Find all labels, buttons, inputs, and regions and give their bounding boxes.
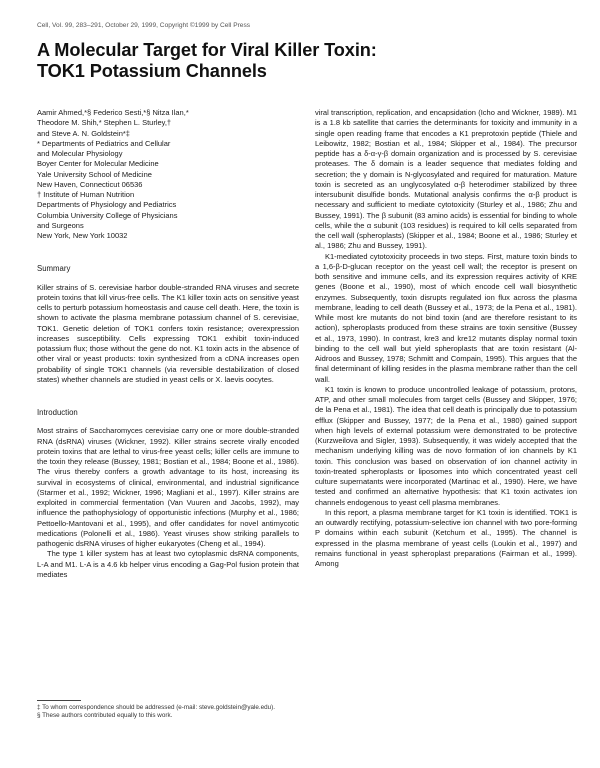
body-paragraph-4: In this report, a plasma membrane target for K1 toxin is identified. TOK1 is an outwardly rectifying, potassium-selective ion channel with two pore-forming P domains within each subunit (Ketchum et al., 1995). The channel is expressed in the plasma membrane of yeast cells (Loukin et al., 1997) and remains functional in yeast spheroplast preparations (Fairman et al., 1999). Among [315,507,577,568]
body-paragraph-2: K1-mediated cytotoxicity proceeds in two steps. First, mature toxin binds to a 1,6-β-D-glucan receptor on the yeast cell wall; the receptor is present on both sensitive and immune cells, and its expression requires activity of KRE genes (Boone et al., 1990), most of which encode cell wall biosynthetic enzymes. Subsequently, toxin disrupts regulated ion flux across the plasma membrane, leading to cell death (Bussey et al., 1973; de la Pena et al., 1981). While most kre mutants do not bind toxin (and are therefore resistant to its action), spheroplasts produced from these strains are toxin sensitive (Bussey et al., 1973, 1990). In contrast, kre3 and kre12 mutants display normal toxin binding to the cell wall but yield spheroplasts that are toxin resistant (Al-Aidroos and Bussey, 1978; Schmitt and Compain, 1995). This argues that the final determinant of killing resides in the plasma membrane rather than the cell wall. [315,251,577,384]
footnote-correspondence: ‡ To whom correspondence should be addressed (e-mail: steve.goldstein@yale.edu). [37,704,275,711]
author-line: Aamir Ahmed,*§ Federico Sesti,*§ Nitza Ilan,* [37,108,189,117]
intro-paragraph-2: The type 1 killer system has at least two cytoplasmic dsRNA components, L-A and M1. L-A is a 4.6 kb helper virus encoding a Gag-Pol fusion protein that mediates [37,549,299,579]
affiliations [37,139,299,242]
summary-text: Killer strains of S. cerevisiae harbor double-stranded RNA viruses and secrete protein toxins that kill virus-free cells. The K1 killer toxin acts on sensitive yeast cells to perturb potassium homeostasis and cause cell death. Here, the toxin is shown to activate the plasma membrane potassium channel of S. cerevisiae, TOK1. Genetic deletion of TOK1 confers toxin resistance; overexpression increases susceptibility. Cells expressing TOK1 exhibit toxin-induced potassium flux; those without the gene do not. K1 toxin acts in the absence of other viral or yeast products: toxin synthesized from a cDNA increases open probability of single TOK1 channels (via reversible destabilization of closed states) whether channels are studied in yeast cells or X. laevis oocytes. [37,282,299,384]
body-paragraph-1: viral transcription, replication, and encapsidation (Icho and Wickner, 1989). M1 is a 1.8 kb satellite that carries the determinants for toxicity and immunity in a single open reading frame that encodes a K1 preprotoxin peptide (Thiele and Leibowitz, 1982; Bostian et al., 1984; Skipper et al., 1984). The precursor peptide has a δ-α-γ-β domain organization and is processed by S. cerevisiae proteases. The δ domain is a leader sequence that mediates folding and secretion; the γ domain is N-glycosylated and required for maturation. Mature toxin is secreted as an unglycosylated α-β heterodimer stabilized by three intersubunit disulfide bonds. Mutational analysis confirms the α-β product is necessary and sufficient to mediate cytotoxicity (Sturley et al., 1986; Zhu and Bussey, 1991). The β subunit (83 amino acids) is essential for binding to whole cells, while the α subunit (103 residues) is required to kill cells separated from the cell wall (spheroplasts) (Skipper et al., 1984; Boone et al., 1986; Sturley et al., 1986; Zhu and Bussey, 1991). [315,108,577,251]
affiliation-line: and Molecular Physiology [37,149,123,158]
author-line: Theodore M. Shih,* Stephen L. Sturley,† [37,118,172,128]
summary-heading: Summary [37,264,71,274]
affiliation-line: Columbia University College of Physicians [37,210,178,220]
right-column [315,108,577,569]
affiliation-line: Yale University School of Medicine [37,169,152,179]
affiliation-line: New Haven, Connecticut 06536 [37,179,143,189]
author-list [37,108,299,139]
author-line: and Steve A. N. Goldstein*‡ [37,128,130,138]
introduction-heading: Introduction [37,408,78,417]
affiliation-line: Departments of Physiology and Pediatrics [37,200,177,210]
article-title [37,40,487,82]
left-column [37,108,299,580]
affiliation-line: and Surgeons [37,220,84,230]
affiliation-line: Boyer Center for Molecular Medicine [37,159,159,169]
footnote-divider [37,700,81,701]
intro-paragraph-1: Most strains of Saccharomyces cerevisiae carry one or more double-stranded RNA (dsRNA) viruses (Wickner, 1992). Killer strains secrete virally encoded protein toxins that are lethal to virus-free yeast cells; killer cells are immune to the toxin they release (Bussey, 1981; Bostian et al., 1984; Boone et al., 1986). The virus thereby confers a growth advantage to its host, increasing its survival in ecosystems of clinical, environmental, and industrial significance (Starmer et al., 1992; Wickner, 1996; Magliani et al., 1997). Killer strains are exploited in commercial fermentation (Van Vuuren and Jacobs, 1992), may influence the pathophysiology of opportunistic infections (Murphy et al., 1986; Pettoello-Mantovani et al., 1995), and offer candidates for novel antimycotic medications (Polonelli et al., 1986). Yeast viruses show striking parallels to pathogenic dsRNA viruses of higher eukaryotes (Cheng et al., 1994). [37,426,299,548]
footnotes [37,700,299,719]
affiliation-line: New York, New York 10032 [37,231,128,240]
journal-citation: Cell, Vol. 99, 283–291, October 29, 1999, Copyright ©1999 by Cell Press [37,22,251,29]
body-paragraph-3: K1 toxin is known to produce uncontrolled leakage of potassium, protons, ATP, and other small molecules from target cells (Bussey and Skipper, 1976; de la Pena et al., 1981). The idea that cell death is principally due to potassium efflux (Skipper and Bussey, 1977; de la Pena et al., 1980) gained support when high levels of external potassium were demonstrated to be protective (Kurzweilova and Sigler, 1993). Subsequently, it was widely accepted that the mechanism underlying killing was de novo formation of ion channels by K1 toxin. This conclusion was based on observation of ion channel activity in toxin-treated spheroplasts or liposomes into which concentrated yeast cell culture supernatants were incorporated (Martinac et al., 1990). Here, we have tested and confirmed an alternative hypothesis: that K1 toxin activates ion channels endogenous to yeast cell plasma membranes. [315,384,577,507]
title-line-1: A Molecular Target for Viral Killer Toxin: [37,40,377,60]
affiliation-line: * Departments of Pediatrics and Cellular [37,138,171,148]
footnote-equal-contribution: § These authors contributed equally to this work. [37,711,173,719]
title-line-2: TOK1 Potassium Channels [37,61,267,81]
affiliation-line: † Institute of Human Nutrition [37,190,135,199]
